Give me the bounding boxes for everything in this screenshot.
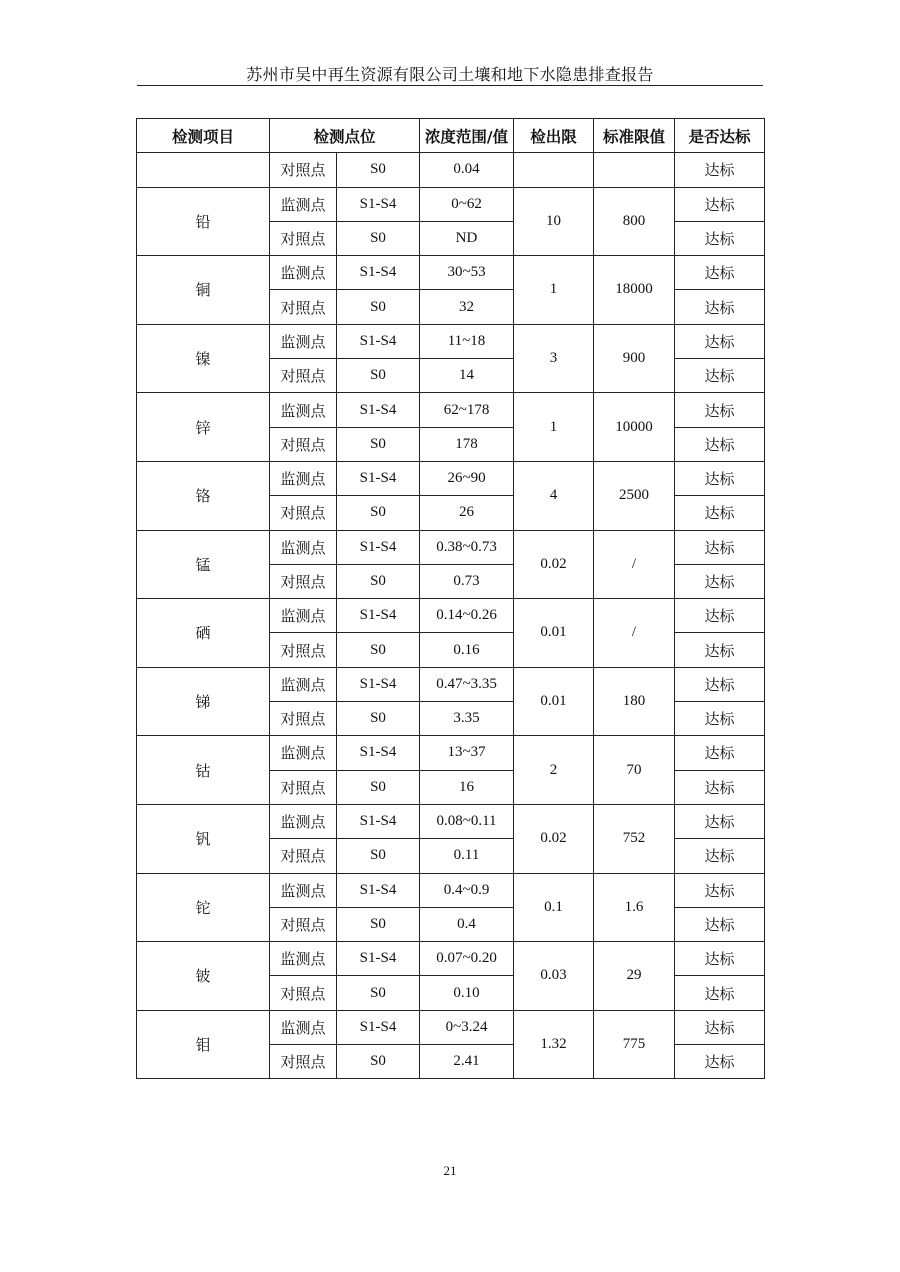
table-row [137,1010,765,1044]
point-type-cell: 对照点 [270,976,337,1010]
concentration-cell: 16 [420,770,514,804]
table-row [137,804,765,838]
item-cell: 钼 [137,1010,270,1079]
compliance-cell: 达标 [675,359,765,393]
compliance-cell: 达标 [675,427,765,461]
point-type-cell: 对照点 [270,290,337,324]
compliance-cell: 达标 [675,290,765,324]
item-cell: 铍 [137,942,270,1011]
standard-limit-cell: 1.6 [594,873,675,942]
concentration-cell: 62~178 [420,393,514,427]
item-cell: 硒 [137,599,270,668]
point-type-cell: 监测点 [270,530,337,564]
point-type-cell: 对照点 [270,153,337,187]
point-code-cell: S1-S4 [337,804,420,838]
concentration-cell: 13~37 [420,736,514,770]
point-type-cell: 对照点 [270,427,337,461]
point-code-cell: S0 [337,976,420,1010]
compliance-cell: 达标 [675,599,765,633]
detection-limit-cell: 4 [514,461,594,530]
point-type-cell: 对照点 [270,359,337,393]
item-cell: 铜 [137,256,270,325]
table-row [137,873,765,907]
concentration-cell: 0~62 [420,187,514,221]
point-type-cell: 监测点 [270,324,337,358]
standard-limit-cell: 752 [594,804,675,873]
point-type-cell: 对照点 [270,770,337,804]
point-code-cell: S1-S4 [337,393,420,427]
detection-limit-cell: 1.32 [514,1010,594,1079]
point-code-cell: S1-S4 [337,530,420,564]
concentration-cell: 0.16 [420,633,514,667]
point-code-cell: S0 [337,496,420,530]
concentration-cell: 0.08~0.11 [420,804,514,838]
table-row [137,256,765,290]
table-row [137,667,765,701]
item-cell: 铅 [137,187,270,256]
compliance-cell: 达标 [675,1045,765,1079]
concentration-cell: 0.47~3.35 [420,667,514,701]
point-code-cell: S0 [337,359,420,393]
detection-results-table [136,118,765,1079]
page-header-title: 苏州市吴中再生资源有限公司土壤和地下水隐患排查报告 [246,65,654,84]
point-code-cell: S0 [337,290,420,324]
standard-limit-cell: 10000 [594,393,675,462]
concentration-cell: 0.07~0.20 [420,942,514,976]
detection-limit-cell: 1 [514,393,594,462]
standard-limit-cell [594,153,675,187]
table-row [137,736,765,770]
table-row [137,599,765,633]
concentration-cell: 2.41 [420,1045,514,1079]
standard-limit-cell: 2500 [594,461,675,530]
compliance-cell: 达标 [675,564,765,598]
point-type-cell: 对照点 [270,221,337,255]
header-detection-point: 检测点位 [270,119,420,153]
point-type-cell: 监测点 [270,1010,337,1044]
table-row [137,393,765,427]
detection-limit-cell: 0.02 [514,804,594,873]
header-compliance: 是否达标 [675,119,765,153]
compliance-cell: 达标 [675,633,765,667]
point-code-cell: S0 [337,564,420,598]
point-type-cell: 监测点 [270,461,337,495]
compliance-cell: 达标 [675,324,765,358]
compliance-cell: 达标 [675,153,765,187]
point-code-cell: S1-S4 [337,461,420,495]
standard-limit-cell: 70 [594,736,675,805]
item-cell: 锌 [137,393,270,462]
compliance-cell: 达标 [675,461,765,495]
item-cell: 铊 [137,873,270,942]
point-type-cell: 监测点 [270,393,337,427]
concentration-cell: 0.73 [420,564,514,598]
point-type-cell: 监测点 [270,667,337,701]
compliance-cell: 达标 [675,804,765,838]
compliance-cell: 达标 [675,221,765,255]
detection-limit-cell: 0.02 [514,530,594,599]
concentration-cell: 0.11 [420,839,514,873]
standard-limit-cell: / [594,599,675,668]
point-code-cell: S1-S4 [337,873,420,907]
compliance-cell: 达标 [675,873,765,907]
point-code-cell: S1-S4 [337,256,420,290]
compliance-cell: 达标 [675,530,765,564]
concentration-cell: 11~18 [420,324,514,358]
table-row [137,324,765,358]
point-type-cell: 监测点 [270,736,337,770]
point-code-cell: S0 [337,633,420,667]
table-row [137,461,765,495]
point-code-cell: S0 [337,221,420,255]
detection-limit-cell: 2 [514,736,594,805]
standard-limit-cell: 29 [594,942,675,1011]
detection-limit-cell: 10 [514,187,594,256]
compliance-cell: 达标 [675,256,765,290]
point-type-cell: 监测点 [270,256,337,290]
point-type-cell: 对照点 [270,564,337,598]
concentration-cell: 0.14~0.26 [420,599,514,633]
concentration-cell: 0.04 [420,153,514,187]
item-cell [137,153,270,187]
table-row [137,187,765,221]
detection-limit-cell: 3 [514,324,594,393]
item-cell: 锑 [137,667,270,736]
compliance-cell: 达标 [675,667,765,701]
compliance-cell: 达标 [675,393,765,427]
detection-limit-cell: 0.03 [514,942,594,1011]
standard-limit-cell: 775 [594,1010,675,1079]
concentration-cell: 0.4~0.9 [420,873,514,907]
concentration-cell: 178 [420,427,514,461]
point-code-cell: S1-S4 [337,736,420,770]
standard-limit-cell: 18000 [594,256,675,325]
point-code-cell: S0 [337,702,420,736]
compliance-cell: 达标 [675,839,765,873]
point-type-cell: 监测点 [270,873,337,907]
header-divider [137,85,763,86]
point-code-cell: S0 [337,1045,420,1079]
point-code-cell: S1-S4 [337,187,420,221]
point-type-cell: 对照点 [270,839,337,873]
standard-limit-cell: 800 [594,187,675,256]
detection-limit-cell: 0.01 [514,667,594,736]
compliance-cell: 达标 [675,907,765,941]
compliance-cell: 达标 [675,187,765,221]
compliance-cell: 达标 [675,736,765,770]
detection-limit-cell: 0.01 [514,599,594,668]
standard-limit-cell: / [594,530,675,599]
point-code-cell: S0 [337,839,420,873]
point-code-cell: S0 [337,153,420,187]
concentration-cell: 26 [420,496,514,530]
point-type-cell: 监测点 [270,599,337,633]
header-concentration-range: 浓度范围/值 [420,119,514,153]
point-code-cell: S0 [337,907,420,941]
table-row [137,942,765,976]
point-type-cell: 对照点 [270,633,337,667]
compliance-cell: 达标 [675,770,765,804]
table-body [137,153,765,1079]
point-code-cell: S0 [337,427,420,461]
point-code-cell: S1-S4 [337,942,420,976]
compliance-cell: 达标 [675,1010,765,1044]
concentration-cell: 32 [420,290,514,324]
concentration-cell: 3.35 [420,702,514,736]
detection-limit-cell: 0.1 [514,873,594,942]
concentration-cell: 14 [420,359,514,393]
compliance-cell: 达标 [675,942,765,976]
concentration-cell: 0.4 [420,907,514,941]
concentration-cell: 0~3.24 [420,1010,514,1044]
compliance-cell: 达标 [675,702,765,736]
point-type-cell: 对照点 [270,907,337,941]
header-standard-limit: 标准限值 [594,119,675,153]
item-cell: 钒 [137,804,270,873]
header-detection-limit: 检出限 [514,119,594,153]
concentration-cell: 26~90 [420,461,514,495]
header-detection-item: 检测项目 [137,119,270,153]
standard-limit-cell: 180 [594,667,675,736]
detection-limit-cell [514,153,594,187]
item-cell: 钴 [137,736,270,805]
point-type-cell: 对照点 [270,496,337,530]
point-type-cell: 对照点 [270,1045,337,1079]
point-code-cell: S0 [337,770,420,804]
point-code-cell: S1-S4 [337,324,420,358]
table-row [137,153,765,187]
item-cell: 铬 [137,461,270,530]
compliance-cell: 达标 [675,496,765,530]
item-cell: 镍 [137,324,270,393]
concentration-cell: 0.38~0.73 [420,530,514,564]
detection-limit-cell: 1 [514,256,594,325]
concentration-cell: 30~53 [420,256,514,290]
standard-limit-cell: 900 [594,324,675,393]
page-number: 21 [443,1163,457,1178]
point-code-cell: S1-S4 [337,599,420,633]
point-code-cell: S1-S4 [337,667,420,701]
concentration-cell: ND [420,221,514,255]
point-type-cell: 监测点 [270,804,337,838]
point-type-cell: 监测点 [270,942,337,976]
table-header-row [137,119,765,153]
compliance-cell: 达标 [675,976,765,1010]
item-cell: 锰 [137,530,270,599]
table-row [137,530,765,564]
concentration-cell: 0.10 [420,976,514,1010]
point-type-cell: 对照点 [270,702,337,736]
point-type-cell: 监测点 [270,187,337,221]
point-code-cell: S1-S4 [337,1010,420,1044]
